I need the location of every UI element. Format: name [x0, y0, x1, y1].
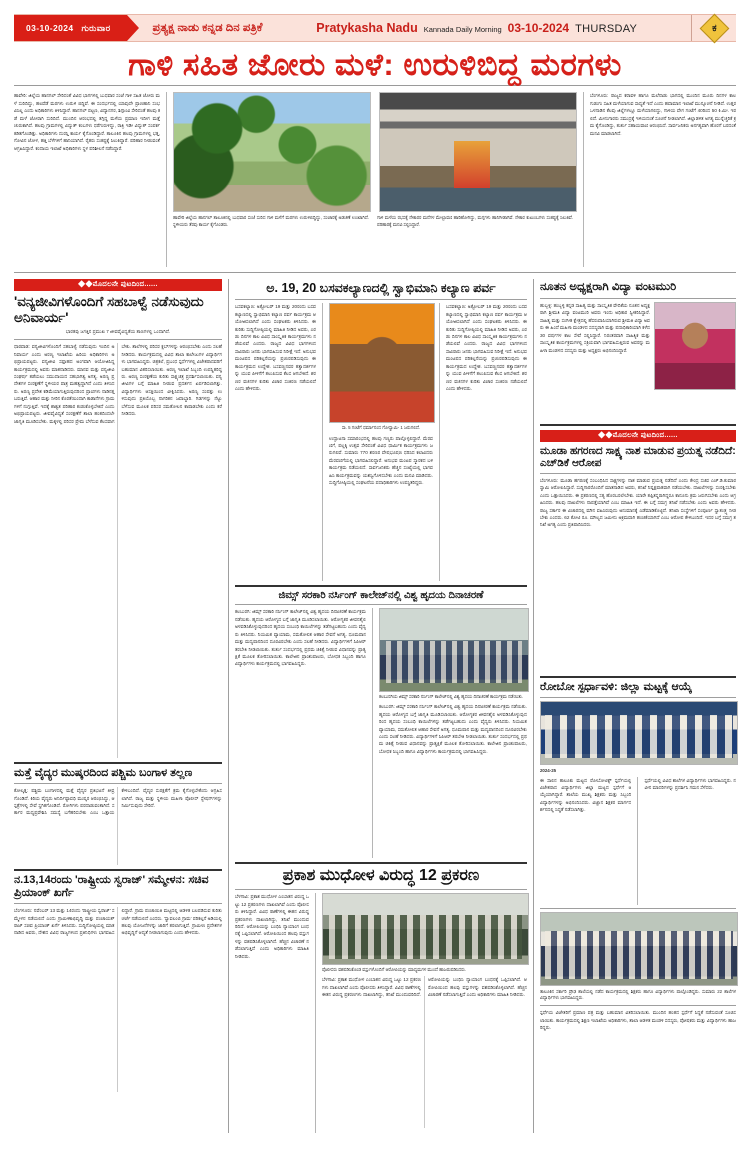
column-divider — [315, 893, 316, 1133]
photo-school-group — [540, 912, 738, 986]
bottom-photo-caption: ಪೊಲೀಸರು ವಶಪಡಿಸಿಕೊಂಡ ವಸ್ತುಗಳೊಂದಿಗೆ ಆರೋಪಿಯನ್ನು ಮಾಧ್ಯಮಗಳ ಮುಂದೆ ಹಾಜರುಪಡಿಸಿದರು. — [321, 967, 467, 973]
headline-rule — [14, 85, 736, 86]
lead-right-text-col — [590, 92, 736, 267]
rule — [14, 339, 222, 340]
right-top-body: ಹುಬ್ಬಳ್ಳಿ: ಹುಬ್ಬಳ್ಳಿ ಕನ್ನಡ ಸಾಹಿತ್ಯ ಮತ್ತು ಸಾಂಸ್ಕೃತಿಕ ವೇದಿಕೆಯ ನೂತನ ಅಧ್ಯಕ್ಷರಾಗಿ ಶ್ರೀಮತಿ ವಿದ್ಯಾ ವಂಟಮುರಿ ಅವರು ಇಂದು ಅಧಿಕಾರ ಸ್ವೀಕರಿಸಿದ್ದಾರೆ. ಸಾಹಿತ್ಯ ಮತ್ತು ಸಂಗೀತ ಕ್ಷೇತ್ರದಲ್ಲಿ ಹೆಸರುವಾಸಿಯಾಗಿರುವ ಶ್ರೀಮತಿ ವಿದ್ಯಾ ಅವರು ಈ ಹಿಂದೆ ಮಹಿಳಾ ಮಂಡಳದ ಸದಸ್ಯರಾಗಿ ಮತ್ತು ಪದಾಧಿಕಾರಿಯಾಗಿ ಕಳೆದ 30 ವರ್ಷಗಳ ಕಾಲ ಸೇವೆ ಸಲ್ಲಿಸಿದ್ದಾರೆ. ನಿರಂತರವಾಗಿ ಸಾಹಿತ್ಯಿಕ ಮತ್ತು ಸಾಂಸ್ಕೃತಿಕ ಕಾರ್ಯಕ್ರಮಗಳಲ್ಲಿ ಸಕ್ರಿಯವಾಗಿ ಭಾಗವಹಿಸುತ್ತಿರುವ ಅವರನ್ನು ಮಹಿಳಾ ಮಂಡಳದ ಸದಸ್ಯರು ಮತ್ತು ಅಧ್ಯಕ್ಷರು ಅಭಿನಂದಿಸಿದ್ದಾರೆ. — [539, 303, 650, 353]
left-story-deck: ಭಾರತವು ಜಗತ್ತಿನ ಪ್ರಮುಖ 7 ಜೀವವೈವಿಧ್ಯತೆಯ ತಾಣಗಳಲ್ಲಿ ಒಂದಾಗಿದೆ. — [65, 329, 171, 335]
left-sub2-headline: ನ.13,14ರಂದು 'ರಾಷ್ಟ್ರೀಯ ಸ್ವರಾಜ್' ಸಮ್ಮೇಳನ: ಸಚಿವ ಪ್ರಿಯಾಂಕ್ ಖರ್ಗೆ — [14, 874, 209, 900]
masthead-logo-container — [691, 15, 736, 41]
mid-top-headline: ಅ. 19, 20 ಬಸವಕಲ್ಯಾಣದಲ್ಲಿ ಸ್ವಾಭಿಮಾನಿ ಕಲ್ಯಾಣ ಪರ್ವ — [266, 281, 496, 296]
right-bottom-body-col2: ಸ್ಪರ್ಧೆಯಲ್ಲಿ ವಿವಿಧ ಶಾಲೆಗಳ ವಿದ್ಯಾರ್ಥಿಗಳು ಭಾಗವಹಿಸಿದ್ದರು. ನವೀನ ಮಾದರಿಗಳನ್ನು ಪ್ರದರ್ಶಿಸಿ ಗಮನ ಸೆಳೆದರು. — [644, 777, 736, 791]
mid-top-body-col2: ಉದ್ಘಾಟನಾ ಸಮಾರಂಭದಲ್ಲಿ ಹಲವು ಗಣ್ಯರು ಪಾಲ್ಗೊಳ್ಳಲಿದ್ದಾರೆ. ಮೆರವಣಿಗೆ, ಪಲ್ಲಕ್ಕಿ ಉತ್ಸವ ಸೇರಿದಂತೆ ವಿವಿಧ ಧಾರ್ಮಿಕ ಕಾರ್ಯಕ್ರಮಗಳು ಜರುಗಲಿವೆ. ಸುಮಾರು 770 ಶರಣರ ವೇಷಭೂಷಣ ಧರಿಸಿದ ಕಲಾವಿದರು ಮೆರವಣಿಗೆಯಲ್ಲಿ ಭಾಗವಹಿಸಲಿದ್ದಾರೆ. ಅನುಭವ ಮಂಟಪ ಸ್ಮಾರಕದ ಬಳಿ ಕಾರ್ಯಕ್ರಮ ನಡೆಯಲಿದೆ. ಸಾರ್ವಜನಿಕರು ಹೆಚ್ಚಿನ ಸಂಖ್ಯೆಯಲ್ಲಿ ಭಾಗವಹಿಸಿ ಕಾರ್ಯಕ್ರಮವನ್ನು ಯಶಸ್ವಿಗೊಳಿಸಬೇಕು ಎಂದು ಮನವಿ ಮಾಡಿದರು. ಸುದ್ದಿಗೋಷ್ಠಿಯಲ್ಲಿ ಸಂಘಟನೆಯ ಪದಾಧಿಕಾರಿಗಳು ಉಪಸ್ಥಿತರಿದ್ದರು. — [328, 435, 433, 486]
section-rule — [14, 272, 736, 273]
lead-left-text-col — [14, 92, 160, 267]
masthead-date-tab — [14, 15, 127, 41]
left-sub2-body: ಬೆಂಗಳೂರು: ನವೆಂಬರ್ 13 ಮತ್ತು 14ರಂದು 'ರಾಷ್ಟ್ರೀಯ ಸ್ವರಾಜ್' ಸಮ್ಮೇಳನ ನಡೆಯಲಿದೆ ಎಂದು ಗ್ರಾಮೀಣಾಭಿವೃದ್ಧಿ ಮತ್ತು ಪಂಚಾಯತ್ ರಾಜ್ ಸಚಿವ ಪ್ರಿಯಾಂಕ್ ಖರ್ಗೆ ತಿಳಿಸಿದರು. ಸುದ್ದಿಗೋಷ್ಠಿಯಲ್ಲಿ ಮಾತನಾಡಿದ ಅವರು, ದೇಶದ ವಿವಿಧ ರಾಜ್ಯಗಳಿಂದ ಪ್ರತಿನಿಧಿಗಳು ಭಾಗವಹಿಸಲಿದ್ದಾರೆ. ಗ್ರಾಮ ಪಂಚಾಯಿತಿ ಮಟ್ಟದಲ್ಲಿ ಆಡಳಿತ ಬಲಪಡಿಸುವ ಕುರಿತು ಚರ್ಚೆ ನಡೆಯಲಿದೆ ಎಂದರು. 'ಸ್ವಾವಲಂಬಿ ಗ್ರಾಮ' ಪರಿಕಲ್ಪನೆ ಅಡಿಯಲ್ಲಿ ಹಲವು ಯೋಜನೆಗಳನ್ನು ಜಾರಿಗೆ ತರಲಾಗುತ್ತಿದೆ. ಗ್ರಾಮೀಣ ಪ್ರದೇಶಗಳ ಅಭಿವೃದ್ಧಿಗೆ ಆದ್ಯತೆ ನೀಡಲಾಗುವುದು ಎಂದು ಹೇಳಿದರು. — [14, 908, 222, 936]
masthead-english-title: Pratykasha Nadu — [316, 21, 418, 35]
rule — [14, 869, 222, 871]
mid-top-row — [235, 303, 527, 580]
mid-top-body-col1: ಬಸವಕಲ್ಯಾಣ: ಅಕ್ಟೋಬರ್ 19 ಮತ್ತು 20ರಂದು ಬಸವಕಲ್ಯಾಣದಲ್ಲಿ ಸ್ವಾಭಿಮಾನಿ ಕಲ್ಯಾಣ ಪರ್ವ ಕಾರ್ಯಕ್ರಮ ಆಯೋಜಿಸಲಾಗಿದೆ ಎಂದು ಸಂಘಟಕರು ತಿಳಿಸಿದರು. ಈ ಕುರಿತು ಸುದ್ದಿಗೋಷ್ಠಿಯಲ್ಲಿ ಮಾಹಿತಿ ನೀಡಿದ ಅವರು, ಎರಡು ದಿನಗಳ ಕಾಲ ವಿವಿಧ ಸಾಂಸ್ಕೃತಿಕ ಕಾರ್ಯಕ್ರಮಗಳು ನಡೆಯಲಿವೆ ಎಂದರು. ರಾಜ್ಯದ ವಿವಿಧ ಭಾಗಗಳಿಂದ ಸಾವಿರಾರು ಜನರು ಭಾಗವಹಿಸುವ ನಿರೀಕ್ಷೆ ಇದೆ. ಅನುಭವ ಮಂಟಪದ ಪರಿಕಲ್ಪನೆಯನ್ನು ಪ್ರಚುರಪಡಿಸುವುದು ಈ ಕಾರ್ಯಕ್ರಮದ ಉದ್ದೇಶ. ಬಸವಣ್ಣನವರ ತತ್ವಾದರ್ಶಗಳನ್ನು ಯುವ ಪೀಳಿಗೆಗೆ ತಲುಪಿಸುವ ಕೆಲಸ ಆಗಬೇಕಿದೆ. ಶರಣರ ವಚನಗಳ ಕುರಿತು ವಿಚಾರ ಸಂಕಿರಣ ನಡೆಯಲಿದೆ ಎಂದು ಹೇಳಿದರು. — [234, 304, 316, 392]
column-divider — [372, 608, 373, 858]
logo-glyph: ಕ — [711, 22, 717, 34]
photo-vidya-vantamuri — [654, 302, 736, 390]
column-divider — [322, 303, 323, 580]
diamond-logo-icon — [699, 13, 729, 43]
photo-robo-contest-winners — [540, 701, 738, 765]
right-mid-headline: ಮೂಡಾ ಹಗರಣದ ಸಾಕ್ಷ್ಯ ನಾಶ ಮಾಡುವ ಪ್ರಯತ್ನ ನಡೆದಿದೆ: ಎಚ್‌ಡಿಕೆ ಆರೋಪ — [539, 445, 736, 470]
masthead-subtitle: Kannada Daily Morning — [423, 25, 502, 34]
photo-caption-right: ಗಾಳಿ ಮಳೆಯ ರಭಸಕ್ಕೆ ನೇಕಾರರ ಮನೆಗಳ ಮೇಲ್ಛಾವಣಿ ಹಾರಿಹೋಗಿದ್ದು, ಮಗ್ಗಗಳು ಹಾನಿಗೀಡಾಗಿವೆ. ನೇಕಾರ ಕುಟುಂಬಗಳು ಸಂಕಷ್ಟಕ್ಕೆ ಸಿಲುಕಿವೆ. ಪರಿಹಾರಕ್ಕೆ ಮನವಿ ಸಲ್ಲಿಸಿದ್ದಾರೆ. — [377, 215, 573, 228]
rule — [540, 676, 736, 678]
mid-mid-body-col2: ಕಲಬುರಗಿ: ಜಿಮ್ಸ್ ಸರಕಾರಿ ನರ್ಸಿಂಗ್ ಕಾಲೇಜ್‌ನಲ್ಲಿ ವಿಶ್ವ ಹೃದಯ ದಿನಾಚರಣೆ ಕಾರ್ಯಕ್ರಮ ನಡೆಯಿತು. ಹೃದಯ ಆರೋಗ್ಯದ ಬಗ್ಗೆ ಜಾಗೃತಿ ಮೂಡಿಸಲಾಯಿತು. ಆರೋಗ್ಯಕರ ಜೀವನಶೈಲಿ ಅಳವಡಿಸಿಕೊಳ್ಳುವುದರಿಂದ ಹೃದಯ ಸಂಬಂಧಿ ಕಾಯಿಲೆಗಳನ್ನು ತಡೆಗಟ್ಟಬಹುದು ಎಂದು ವೈದ್ಯರು ತಿಳಿಸಿದರು. ನಿಯಮಿತ ವ್ಯಾಯಾಮ, ಸಮತೋಲಿತ ಆಹಾರ ಸೇವನೆ ಅಗತ್ಯ. ಧೂಮಪಾನ ಮತ್ತು ಮದ್ಯಪಾನದಿಂದ ದೂರವಿರಬೇಕು ಎಂದು ಸಲಹೆ ನೀಡಿದರು. ವಿದ್ಯಾರ್ಥಿಗಳಿಗೆ ಸಿಪಿಆರ್ ತರಬೇತಿ ನೀಡಲಾಯಿತು. ತುರ್ತು ಸಂದರ್ಭದಲ್ಲಿ ಪ್ರಥಮ ಚಿಕಿತ್ಸೆ ನೀಡುವ ವಿಧಾನವನ್ನು ಪ್ರಾತ್ಯಕ್ಷಿಕೆ ಮೂಲಕ ತೋರಿಸಲಾಯಿತು. ಕಾಲೇಜಿನ ಪ್ರಾಂಶುಪಾಲರು, ಬೋಧಕ ಸಿಬ್ಬಂದಿ ಹಾಗೂ ವಿದ್ಯಾರ್ಥಿಗಳು ಕಾರ್ಯಕ್ರಮದಲ್ಲಿ ಭಾಗವಹಿಸಿದ್ದರು. — [378, 704, 527, 754]
mid-top-body-col3: ಬಸವಕಲ್ಯಾಣ: ಅಕ್ಟೋಬರ್ 19 ಮತ್ತು 20ರಂದು ಬಸವಕಲ್ಯಾಣದಲ್ಲಿ ಸ್ವಾಭಿಮಾನಿ ಕಲ್ಯಾಣ ಪರ್ವ ಕಾರ್ಯಕ್ರಮ ಆಯೋಜಿಸಲಾಗಿದೆ ಎಂದು ಸಂಘಟಕರು ತಿಳಿಸಿದರು. ಈ ಕುರಿತು ಸುದ್ದಿಗೋಷ್ಠಿಯಲ್ಲಿ ಮಾಹಿತಿ ನೀಡಿದ ಅವರು, ಎರಡು ದಿನಗಳ ಕಾಲ ವಿವಿಧ ಸಾಂಸ್ಕೃತಿಕ ಕಾರ್ಯಕ್ರಮಗಳು ನಡೆಯಲಿವೆ ಎಂದರು. ರಾಜ್ಯದ ವಿವಿಧ ಭಾಗಗಳಿಂದ ಸಾವಿರಾರು ಜನರು ಭಾಗವಹಿಸುವ ನಿರೀಕ್ಷೆ ಇದೆ. ಅನುಭವ ಮಂಟಪದ ಪರಿಕಲ್ಪನೆಯನ್ನು ಪ್ರಚುರಪಡಿಸುವುದು ಈ ಕಾರ್ಯಕ್ರಮದ ಉದ್ದೇಶ. ಬಸವಣ್ಣನವರ ತತ್ವಾದರ್ಶಗಳನ್ನು ಯುವ ಪೀಳಿಗೆಗೆ ತಲುಪಿಸುವ ಕೆಲಸ ಆಗಬೇಕಿದೆ. ಶರಣರ ವಚನಗಳ ಕುರಿತು ವಿಚಾರ ಸಂಕಿರಣ ನಡೆಯಲಿದೆ ಎಂದು ಹೇಳಿದರು. — [445, 304, 527, 392]
mid-bottom-headline: ಪ್ರಕಾಶ ಮುಧೋಳ ವಿರುದ್ಧ 12 ಪ್ರಕರಣ — [282, 867, 480, 885]
left-story-headline: 'ವನ್ಯಜೀವಿಗಳೊಂದಿಗೆ ಸಹಬಾಳ್ವೆ ನಡೆಸುವುದು ಅನಿವಾರ್ಯ' — [14, 294, 204, 326]
rule — [14, 762, 222, 764]
rule — [235, 585, 527, 587]
mid-mid-row — [235, 608, 527, 858]
right-bottom-headline: ರೋಬೋ ಸ್ಪರ್ಧಾವಳಿ: ಜಿಲ್ಲಾ ಮಟ್ಟಕ್ಕೆ ಆಯ್ಕೆ — [539, 680, 692, 693]
photo-police-seizure — [322, 893, 529, 965]
masthead-date: 03-10-2024 — [26, 23, 74, 33]
right-last-body: ಸ್ಪರ್ಧೆಯ ವಿಜೇತರಿಗೆ ಪ್ರಮಾಣ ಪತ್ರ ಮತ್ತು ಬಹುಮಾನ ವಿತರಿಸಲಾಯಿತು. ಮುಂದಿನ ಹಂತದ ಸ್ಪರ್ಧೆಗೆ ಸಿದ್ಧತೆ ನಡೆಸುವಂತೆ ಸೂಚಿಸಲಾಯಿತು. ಕಾರ್ಯಕ್ರಮದಲ್ಲಿ ಶಿಕ್ಷಣ ಇಲಾಖೆಯ ಅಧಿಕಾರಿಗಳು, ಶಾಲಾ ಆಡಳಿತ ಮಂಡಳಿ ಸದಸ್ಯರು, ಪೋಷಕರು ಮತ್ತು ವಿದ್ಯಾರ್ಥಿಗಳು ಹಾಜರಿದ್ದರು. — [539, 1010, 736, 1031]
lower-content-grid — [14, 279, 736, 1133]
rule — [540, 298, 736, 299]
from-page-one-banner[interactable]: ◆◆ಮೊದಲನೇ ಪುಟದಿಂದ...... — [14, 279, 222, 291]
rule — [235, 604, 527, 605]
column-divider — [166, 92, 167, 267]
photo-damaged-loom — [379, 92, 577, 212]
left-story-body: ಧಾರವಾಡ: ವನ್ಯಜೀವಿಗಳೊಂದಿಗೆ ಸಹಬಾಳ್ವೆ ನಡೆಸುವುದು ಇಂದಿನ ಅನಿವಾರ್ಯ ಎಂದು ಅರಣ್ಯ ಇಲಾಖೆಯ ಹಿರಿಯ ಅಧಿಕಾರಿಗಳು ಅಭಿಪ್ರಾಯಪಟ್ಟರು. ವನ್ಯಜೀವಿ ಸಪ್ತಾಹದ ಅಂಗವಾಗಿ ಆಯೋಜಿಸಿದ್ದ ಕಾರ್ಯಕ್ರಮದಲ್ಲಿ ಅವರು ಮಾತನಾಡಿದರು. ಮಾನವ ಮತ್ತು ವನ್ಯಜೀವಿ ಸಂಘರ್ಷ ತಡೆಯಲು ಸಮುದಾಯದ ಸಹಭಾಗಿತ್ವ ಅಗತ್ಯ. ಅರಣ್ಯ ಪ್ರದೇಶಗಳ ಸಂರಕ್ಷಣೆಗೆ ಸ್ಥಳೀಯರ ಪಾತ್ರ ಮಹತ್ವದ್ದಾಗಿದೆ ಎಂದು ತಿಳಿಸಿದರು. ಅರಣ್ಯ ಪ್ರದೇಶ ಕಡಿಮೆಯಾಗುತ್ತಿರುವುದರಿಂದ ಪ್ರಾಣಿಗಳು ನಾಡಿನತ್ತ ಬರುತ್ತಿವೆ. ಆಹಾರ ಮತ್ತು ನೀರಿನ ಕೊರತೆಯಿಂದಾಗಿ ಕಾಡಾನೆಗಳು ಗ್ರಾಮಗಳಿಗೆ ನುಗ್ಗುತ್ತಿವೆ. ಇದಕ್ಕೆ ಶಾಶ್ವತ ಪರಿಹಾರ ಕಂಡುಕೊಳ್ಳಬೇಕಿದೆ ಎಂದು ಅಭಿಪ್ರಾಯಪಟ್ಟರು. ಜೀವವೈವಿಧ್ಯತೆ ಸಂರಕ್ಷಣೆಗೆ ಶಾಲಾ ಹಂತದಿಂದಲೇ ಜಾಗೃತಿ ಮೂಡಿಸಬೇಕು. ಮಕ್ಕಳಲ್ಲಿ ಪರಿಸರ ಪ್ರೇಮ ಬೆಳೆಸುವ ಕೆಲಸವಾಗಬೇಕು. ಶಾಲೆಗಳಲ್ಲಿ ಪರಿಸರ ಕ್ಲಬ್‌ಗಳನ್ನು ಆರಂಭಿಸಬೇಕು ಎಂದು ಸಲಹೆ ನೀಡಿದರು. ಕಾರ್ಯಕ್ರಮದಲ್ಲಿ ವಿವಿಧ ಶಾಲಾ ಕಾಲೇಜುಗಳ ವಿದ್ಯಾರ್ಥಿಗಳು ಭಾಗವಹಿಸಿದ್ದರು. ಚಿತ್ರಕಲೆ, ಪ್ರಬಂಧ ಸ್ಪರ್ಧೆಗಳಲ್ಲಿ ವಿಜೇತರಾದವರಿಗೆ ಬಹುಮಾನ ವಿತರಿಸಲಾಯಿತು. ಅರಣ್ಯ ಇಲಾಖೆ ಸಿಬ್ಬಂದಿ ಉಪಸ್ಥಿತರಿದ್ದರು. ಅರಣ್ಯ ಸಂರಕ್ಷಣೆಯ ಕುರಿತು ಸಾಕ್ಷ್ಯಚಿತ್ರ ಪ್ರದರ್ಶಿಸಲಾಯಿತು. ವನ್ಯಜೀವಿಗಳ ಬಗ್ಗೆ ಮಾಹಿತಿ ನೀಡುವ ಪ್ರದರ್ಶನ ಏರ್ಪಡಿಸಲಾಗಿತ್ತು. ವಿದ್ಯಾರ್ಥಿಗಳು ಆಸಕ್ತಿಯಿಂದ ವೀಕ್ಷಿಸಿದರು. ಅರಣ್ಯ ಸಂಪತ್ತು ಉಳಿಸುವುದು ಪ್ರತಿಯೊಬ್ಬ ನಾಗರಿಕನ ಜವಾಬ್ದಾರಿ. ಗಿಡಗಳನ್ನು ನೆಟ್ಟು ಬೆಳೆಸುವ ಮೂಲಕ ಪರಿಸರ ಸಮತೋಲನ ಕಾಪಾಡಬೇಕು ಎಂದು ಕರೆ ನೀಡಿದರು. — [14, 344, 222, 424]
lead-story-body: ಹಾವೇರಿ: ಜಿಲ್ಲೆಯ ಹಾನಗಲ್ ಸೇರಿದಂತೆ ವಿವಿಧ ಭಾಗಗಳಲ್ಲಿ ಬುಧವಾರ ಸಂಜೆ ಗಾಳಿ ಸಹಿತ ಜೋರು ಮಳೆ ಸುರಿದಿದ್ದು, ಹಲವೆಡೆ ಮರಗಳು ಉರುಳಿ ಬಿದ್ದಿವೆ. ಈ ಸಂದರ್ಭದಲ್ಲಿ ಯಾವುದೇ ಪ್ರಾಣಹಾನಿ ಸಂಭವಿಸಿಲ್ಲ ಎಂದು ಅಧಿಕಾರಿಗಳು ತಿಳಿಸಿದ್ದಾರೆ. ಹಾನಗಲ್ ಪಟ್ಟಣ, ವಿದ್ಯಾನಗರ, ಶಿಗ್ಗಾಂವಿ ಸೇರಿದಂತೆ ಹಲವು ಕಡೆ ಮಳೆ ಜೋರಾಗಿ ಸುರಿದಿದೆ. ಮುಂದಿನ ಆರಂಭದಲ್ಲಿ ತಗ್ಗಿದ್ದ ಮಳೆಯ ಪ್ರಮಾಣ ಇದೀಗ ಮತ್ತೆ ಚುರುಕಾಗಿದೆ. ಹಲವು ಗ್ರಾಮಗಳಲ್ಲಿ ವಿದ್ಯುತ್ ಕಂಬಗಳು ಧರೆಗುರುಳಿದ್ದು, ರಾತ್ರಿ ಇಡೀ ವಿದ್ಯುತ್ ಸಂಪರ್ಕ ಕಡಿತಗೊಂಡಿತ್ತು. ಅಧಿಕಾರಿಗಳು ದುರಸ್ತಿ ಕಾರ್ಯ ಕೈಗೊಂಡಿದ್ದಾರೆ. ತಾಲೂಕಿನ ಹಲವು ಗ್ರಾಮಗಳಲ್ಲಿ ಭತ್ತ, ಗೋವಿನ ಜೋಳ, ಹತ್ತಿ ಬೆಳೆಗಳಿಗೆ ಹಾನಿಯಾಗಿದೆ. ರೈತರು ಸಂಕಷ್ಟಕ್ಕೆ ಸಿಲುಕಿದ್ದಾರೆ. ಪರಿಹಾರ ನೀಡುವಂತೆ ಆಗ್ರಹಿಸಿದ್ದಾರೆ. ಕಂದಾಯ ಇಲಾಖೆ ಅಧಿಕಾರಿಗಳು ಸ್ಥಳ ಪರಿಶೀಲನೆ ನಡೆಸಿದ್ದಾರೆ. — [14, 93, 161, 151]
photo-heart-day-event — [379, 608, 529, 692]
photo-swamiji-portrait — [329, 303, 435, 423]
rule — [14, 903, 222, 904]
mid-bottom-body-col2: ಬೆಳಗಾವಿ: ಪ್ರಕಾಶ ಮುಧೋಳ ಎಂಬಾತನ ವಿರುದ್ಧ ಒಟ್ಟು 12 ಪ್ರಕರಣಗಳು ದಾಖಲಾಗಿವೆ ಎಂದು ಪೊಲೀಸರು ತಿಳಿಸಿದ್ದಾರೆ. ವಿವಿಧ ಠಾಣೆಗಳಲ್ಲಿ ಈತನ ವಿರುದ್ಧ ಪ್ರಕರಣಗಳು ದಾಖಲಾಗಿದ್ದು, ತನಿಖೆ ಮುಂದುವರಿದಿದೆ. ಆರೋಪಿಯನ್ನು ಬಂಧಿಸಿ ನ್ಯಾಯಾಂಗ ಬಂಧನಕ್ಕೆ ಒಪ್ಪಿಸಲಾಗಿದೆ. ಆರೋಪಿಯಿಂದ ಹಲವು ವಸ್ತುಗಳನ್ನು ವಶಪಡಿಸಿಕೊಳ್ಳಲಾಗಿದೆ. ಹೆಚ್ಚಿನ ವಿಚಾರಣೆ ನಡೆಸಲಾಗುತ್ತಿದೆ ಎಂದು ಅಧಿಕಾರಿಗಳು ಮಾಹಿತಿ ನೀಡಿದರು. — [321, 977, 527, 997]
rule — [235, 889, 527, 890]
lead-photo-row — [173, 92, 577, 212]
lead-photo-col — [173, 92, 577, 267]
rule — [540, 908, 736, 909]
rule — [540, 473, 736, 474]
rule — [235, 862, 527, 864]
mid-photo-caption: ಕಲಬುರಗಿಯ ಜಿಮ್ಸ್ ಸರಕಾರಿ ನರ್ಸಿಂಗ್ ಕಾಲೇಜ್‌ನಲ್ಲಿ ವಿಶ್ವ ಹೃದಯ ದಿನಾಚರಣೆ ಕಾರ್ಯಕ್ರಮ ನಡೆಯಿತು. — [378, 694, 524, 700]
main-headline: ಗಾಳಿ ಸಹಿತ ಜೋರು ಮಳೆ: ಉರುಳಿಬಿದ್ದ ಮರಗಳು — [128, 47, 622, 82]
rule — [540, 1005, 736, 1006]
rule — [540, 697, 736, 698]
right-bottom-year: 2024-25 — [539, 767, 557, 773]
newspaper-page — [0, 14, 750, 1162]
mid-mid-headline: ಜಿಮ್ಸ್ ಸರಕಾರಿ ನರ್ಸಿಂಗ್ ಕಾಲೇಜ್‌ನಲ್ಲಿ ವಿಶ್ವ ಹೃದಯ ದಿನಾಚರಣೆ — [278, 589, 484, 601]
right-top-headline: ನೂತನ ಅಧ್ಯಕ್ಷರಾಗಿ ವಿದ್ಯಾ ವಂಟಮುರಿ — [539, 281, 677, 294]
masthead-center-group — [262, 21, 691, 35]
left-sub1-headline: ಮತ್ತೆ ವೈದ್ಯರ ಮುಷ್ಕರದಿಂದ ಪಶ್ಚಿಮ ಬಂಗಾಳ ತಲ್ಲಣ — [14, 767, 193, 780]
masthead — [14, 14, 736, 42]
masthead-day-kannada: ಗುರುವಾರ — [81, 22, 111, 33]
photo-caption-left: ಹಾವೇರಿ ಜಿಲ್ಲೆಯ ಹಾನಗಲ್ ತಾಲೂಕಿನಲ್ಲಿ ಬುಧವಾರ ಸಂಜೆ ಸುರಿದ ಗಾಳಿ ಮಳೆಗೆ ಮರಗಳು ಉರುಳಿಬಿದ್ದಿದ್ದು, ಸಂಚಾರಕ್ಕೆ ಅಡಚಣೆ ಉಂಟಾಗಿದೆ. ಸ್ಥಳೀಯರು ತೆರವು ಕಾರ್ಯ ಕೈಗೊಂಡರು. — [173, 215, 369, 228]
masthead-kannada-title: ಪ್ರತ್ಯಕ್ಷ ನಾಡು ಕನ್ನಡ ದಿನ ಪತ್ರಿಕೆ — [152, 21, 263, 34]
mid-mid-body-col1: ಕಲಬುರಗಿ: ಜಿಮ್ಸ್ ಸರಕಾರಿ ನರ್ಸಿಂಗ್ ಕಾಲೇಜ್‌ನಲ್ಲಿ ವಿಶ್ವ ಹೃದಯ ದಿನಾಚರಣೆ ಕಾರ್ಯಕ್ರಮ ನಡೆಯಿತು. ಹೃದಯ ಆರೋಗ್ಯದ ಬಗ್ಗೆ ಜಾಗೃತಿ ಮೂಡಿಸಲಾಯಿತು. ಆರೋಗ್ಯಕರ ಜೀವನಶೈಲಿ ಅಳವಡಿಸಿಕೊಳ್ಳುವುದರಿಂದ ಹೃದಯ ಸಂಬಂಧಿ ಕಾಯಿಲೆಗಳನ್ನು ತಡೆಗಟ್ಟಬಹುದು ಎಂದು ವೈದ್ಯರು ತಿಳಿಸಿದರು. ನಿಯಮಿತ ವ್ಯಾಯಾಮ, ಸಮತೋಲಿತ ಆಹಾರ ಸೇವನೆ ಅಗತ್ಯ. ಧೂಮಪಾನ ಮತ್ತು ಮದ್ಯಪಾನದಿಂದ ದೂರವಿರಬೇಕು ಎಂದು ಸಲಹೆ ನೀಡಿದರು. ವಿದ್ಯಾರ್ಥಿಗಳಿಗೆ ಸಿಪಿಆರ್ ತರಬೇತಿ ನೀಡಲಾಯಿತು. ತುರ್ತು ಸಂದರ್ಭದಲ್ಲಿ ಪ್ರಥಮ ಚಿಕಿತ್ಸೆ ನೀಡುವ ವಿಧಾನವನ್ನು ಪ್ರಾತ್ಯಕ್ಷಿಕೆ ಮೂಲಕ ತೋರಿಸಲಾಯಿತು. ಕಾಲೇಜಿನ ಪ್ರಾಂಶುಪಾಲರು, ಬೋಧಕ ಸಿಬ್ಬಂದಿ ಹಾಗೂ ವಿದ್ಯಾರ್ಥಿಗಳು ಕಾರ್ಯಕ್ರಮದಲ್ಲಿ ಭಾಗವಹಿಸಿದ್ದರು. — [234, 609, 366, 667]
middle-column — [228, 279, 534, 1133]
from-page-one-banner-2[interactable]: ◆◆ಮೊದಲನೇ ಪುಟದಿಂದ...... — [540, 430, 736, 442]
masthead-date-right: 03-10-2024 — [507, 21, 570, 35]
masthead-day-right: THURSDAY — [575, 23, 638, 35]
right-last-caption: ತಾಲೂಕಿನ ಸರ್ಕಾರಿ ಪ್ರೌಢ ಶಾಲೆಯಲ್ಲಿ ನಡೆದ ಕಾರ್ಯಕ್ರಮದಲ್ಲಿ ಶಿಕ್ಷಕರು ಹಾಗೂ ವಿದ್ಯಾರ್ಥಿಗಳು ಪಾಲ್ಗೊಂಡಿದ್ದರು. ಸುಮಾರು 22 ಶಾಲೆಗಳ ವಿದ್ಯಾರ್ಥಿಗಳು ಭಾಗವಹಿಸಿದ್ದರು. — [539, 988, 736, 1001]
left-column — [14, 279, 228, 1133]
right-column — [534, 279, 736, 1133]
mid-bottom-row — [235, 893, 527, 1133]
column-divider — [637, 777, 638, 905]
lead-story-block — [14, 92, 736, 267]
rule — [14, 783, 222, 784]
column-divider — [583, 92, 584, 267]
rule — [540, 424, 736, 426]
weather-forecast-body: ಬೆಂಗಳೂರು: ರಾಜ್ಯದ ಕರಾವಳಿ ಹಾಗೂ ಮಲೆನಾಡು ಭಾಗದಲ್ಲಿ ಮುಂದಿನ ಮೂರು ದಿನಗಳ ಕಾಲ ಗುಡುಗು ಸಹಿತ ಮಳೆಯಾಗುವ ಸಾಧ್ಯತೆ ಇದೆ ಎಂದು ಹವಾಮಾನ ಇಲಾಖೆ ಮುನ್ಸೂಚನೆ ನೀಡಿದೆ. ಉತ್ತರ ಒಳನಾಡಿನ ಕೆಲವು ಜಿಲ್ಲೆಗಳಲ್ಲೂ ಮಳೆಯಾಗಲಿದ್ದು, ಗಾಳಿಯ ವೇಗ ಗಂಟೆಗೆ 40ರಿಂದ 50 ಕಿ.ಮೀ. ಇರಲಿದೆ. ಮೀನುಗಾರರು ಸಮುದ್ರಕ್ಕೆ ಇಳಿಯದಂತೆ ಸೂಚನೆ ನೀಡಲಾಗಿದೆ. ಜಿಲ್ಲಾಡಳಿತ ಅಗತ್ಯ ಮುನ್ನೆಚ್ಚರಿಕೆ ಕ್ರಮ ಕೈಗೊಂಡಿದ್ದು, ತುರ್ತು ಸಹಾಯವಾಣಿ ಆರಂಭಿಸಿದೆ. ಸಾರ್ವಜನಿಕರು ಅನಗತ್ಯವಾಗಿ ಹೊರಗೆ ಬರದಂತೆ ಮನವಿ ಮಾಡಲಾಗಿದೆ. — [589, 93, 736, 136]
column-divider — [439, 303, 440, 580]
mid-bottom-body-col1: ಬೆಳಗಾವಿ: ಪ್ರಕಾಶ ಮುಧೋಳ ಎಂಬಾತನ ವಿರುದ್ಧ ಒಟ್ಟು 12 ಪ್ರಕರಣಗಳು ದಾಖಲಾಗಿವೆ ಎಂದು ಪೊಲೀಸರು ತಿಳಿಸಿದ್ದಾರೆ. ವಿವಿಧ ಠಾಣೆಗಳಲ್ಲಿ ಈತನ ವಿರುದ್ಧ ಪ್ರಕರಣಗಳು ದಾಖಲಾಗಿದ್ದು, ತನಿಖೆ ಮುಂದುವರಿದಿದೆ. ಆರೋಪಿಯನ್ನು ಬಂಧಿಸಿ ನ್ಯಾಯಾಂಗ ಬಂಧನಕ್ಕೆ ಒಪ್ಪಿಸಲಾಗಿದೆ. ಆರೋಪಿಯಿಂದ ಹಲವು ವಸ್ತುಗಳನ್ನು ವಶಪಡಿಸಿಕೊಳ್ಳಲಾಗಿದೆ. ಹೆಚ್ಚಿನ ವಿಚಾರಣೆ ನಡೆಸಲಾಗುತ್ತಿದೆ ಎಂದು ಅಧಿಕಾರಿಗಳು ಮಾಹಿತಿ ನೀಡಿದರು. — [234, 894, 309, 959]
photo-fallen-trees — [173, 92, 371, 212]
right-bottom-body-col1: ಈ ಸಾಲಿನ ತಾಲೂಕು ಮಟ್ಟದ ರೋಬೋಟಿಕ್ಸ್ ಸ್ಪರ್ಧೆಯಲ್ಲಿ ವಿಜೇತರಾದ ವಿದ್ಯಾರ್ಥಿಗಳು ಜಿಲ್ಲಾ ಮಟ್ಟದ ಸ್ಪರ್ಧೆಗೆ ಆಯ್ಕೆಯಾಗಿದ್ದಾರೆ. ಶಾಲೆಯ ಮುಖ್ಯ ಶಿಕ್ಷಕರು ಮತ್ತು ಸಿಬ್ಬಂದಿ ವಿದ್ಯಾರ್ಥಿಗಳನ್ನು ಅಭಿನಂದಿಸಿದರು. ವಿಜ್ಞಾನ ಶಿಕ್ಷಕರ ಮಾರ್ಗದರ್ಶನದಲ್ಲಿ ಸಿದ್ಧತೆ ನಡೆಸಲಾಗಿತ್ತು. — [539, 777, 632, 813]
rule — [235, 299, 527, 300]
portrait-caption: ಸಾ. 5 ಗಂಟೆಗೆ ಧರ್ಮಾನಂದ ಗೋಸ್ವಾಮಿ- 1 ಜರುಗಲಿದೆ. — [341, 425, 421, 431]
right-mid-body: ಬೆಂಗಳೂರು: ಮೂಡಾ ಹಗರಣಕ್ಕೆ ಸಂಬಂಧಿಸಿದ ಸಾಕ್ಷ್ಯಗಳನ್ನು ನಾಶ ಮಾಡುವ ಪ್ರಯತ್ನ ನಡೆದಿದೆ ಎಂದು ಕೇಂದ್ರ ಸಚಿವ ಎಚ್.ಡಿ.ಕುಮಾರಸ್ವಾಮಿ ಆರೋಪಿಸಿದ್ದಾರೆ. ಸುದ್ದಿಗಾರರೊಂದಿಗೆ ಮಾತನಾಡಿದ ಅವರು, ತನಿಖೆ ನಿಷ್ಪಕ್ಷಪಾತವಾಗಿ ನಡೆಯಬೇಕು. ದಾಖಲೆಗಳನ್ನು ಸಂರಕ್ಷಿಸಬೇಕು ಎಂದು ಒತ್ತಾಯಿಸಿದರು. ಈ ಪ್ರಕರಣದಲ್ಲಿ ಸತ್ಯ ಹೊರಬರಲೇಬೇಕು. ಯಾರೇ ತಪ್ಪಿತಸ್ಥರಾಗಿದ್ದರೂ ಕಾನೂನು ಕ್ರಮ ಜರುಗಿಸಬೇಕು ಎಂದು ಆಗ್ರಹಿಸಿದರು. ಹಲವು ದಾಖಲೆಗಳು ನಾಪತ್ತೆಯಾಗಿವೆ ಎಂಬ ಮಾಹಿತಿ ಇದೆ. ಈ ಬಗ್ಗೆ ಸಮಗ್ರ ತನಿಖೆ ನಡೆಸಬೇಕು ಎಂದು ಅವರು ಹೇಳಿದರು. ರಾಜ್ಯ ಸರ್ಕಾರ ಈ ವಿಚಾರದಲ್ಲಿ ಮೌನ ವಹಿಸಿರುವುದು ಅನುಮಾನಕ್ಕೆ ಎಡೆಮಾಡಿಕೊಟ್ಟಿದೆ. ತನಿಖಾ ಸಂಸ್ಥೆಗಳಿಗೆ ಸಂಪೂರ್ಣ ಸ್ವಾತಂತ್ರ್ಯ ನೀಡಬೇಕು ಎಂದರು. 62 ಕೋಟಿ ರೂ. ಮೌಲ್ಯದ ಜಮೀನು ಅಕ್ರಮವಾಗಿ ಹಂಚಿಕೆಯಾಗಿದೆ ಎಂಬ ಆರೋಪ ಕೇಳಿಬಂದಿದೆ. ಇದರ ಬಗ್ಗೆ ಸಮಗ್ರ ತನಿಖೆ ಅಗತ್ಯ ಎಂದು ಪ್ರತಿಪಾದಿಸಿದರು. — [539, 477, 736, 528]
left-sub1-body: ಕೋಲ್ಕತ್ತ: ಪಶ್ಚಿಮ ಬಂಗಾಳದಲ್ಲಿ ಮತ್ತೆ ವೈದ್ಯರ ಪ್ರತಿಭಟನೆ ತೀವ್ರಗೊಂಡಿದೆ. ಕಿರಿಯ ವೈದ್ಯರು ಅನಿರ್ದಿಷ್ಟಾವಧಿ ಮುಷ್ಕರ ಆರಂಭಿಸಿದ್ದು, ಆಸ್ಪತ್ರೆಗಳಲ್ಲಿ ಸೇವೆ ಸ್ಥಗಿತಗೊಂಡಿದೆ. ರೋಗಿಗಳು ಪರದಾಡುವಂತಾಗಿದೆ. ಸರ್ಕಾರ ಮಧ್ಯಪ್ರವೇಶಿಸಿ ಸಮಸ್ಯೆ ಬಗೆಹರಿಸಬೇಕು ಎಂಬ ಒತ್ತಾಯ ಕೇಳಿಬಂದಿದೆ. ವೈದ್ಯರ ಸುರಕ್ಷತೆಗೆ ಕ್ರಮ ಕೈಗೊಳ್ಳಬೇಕೆಂದು ಆಗ್ರಹಿಸಲಾಗಿದೆ. ರಾಜ್ಯ ಮತ್ತು ಸ್ಥಳೀಯ ಮಹಿಳಾ ಪೊಲೀಸ್ ಸ್ಟೇಷನ್‌ಗಳನ್ನು ನಿರ್ಮಿಸುವುದು ಸೇರಿದೆ. — [14, 788, 222, 816]
